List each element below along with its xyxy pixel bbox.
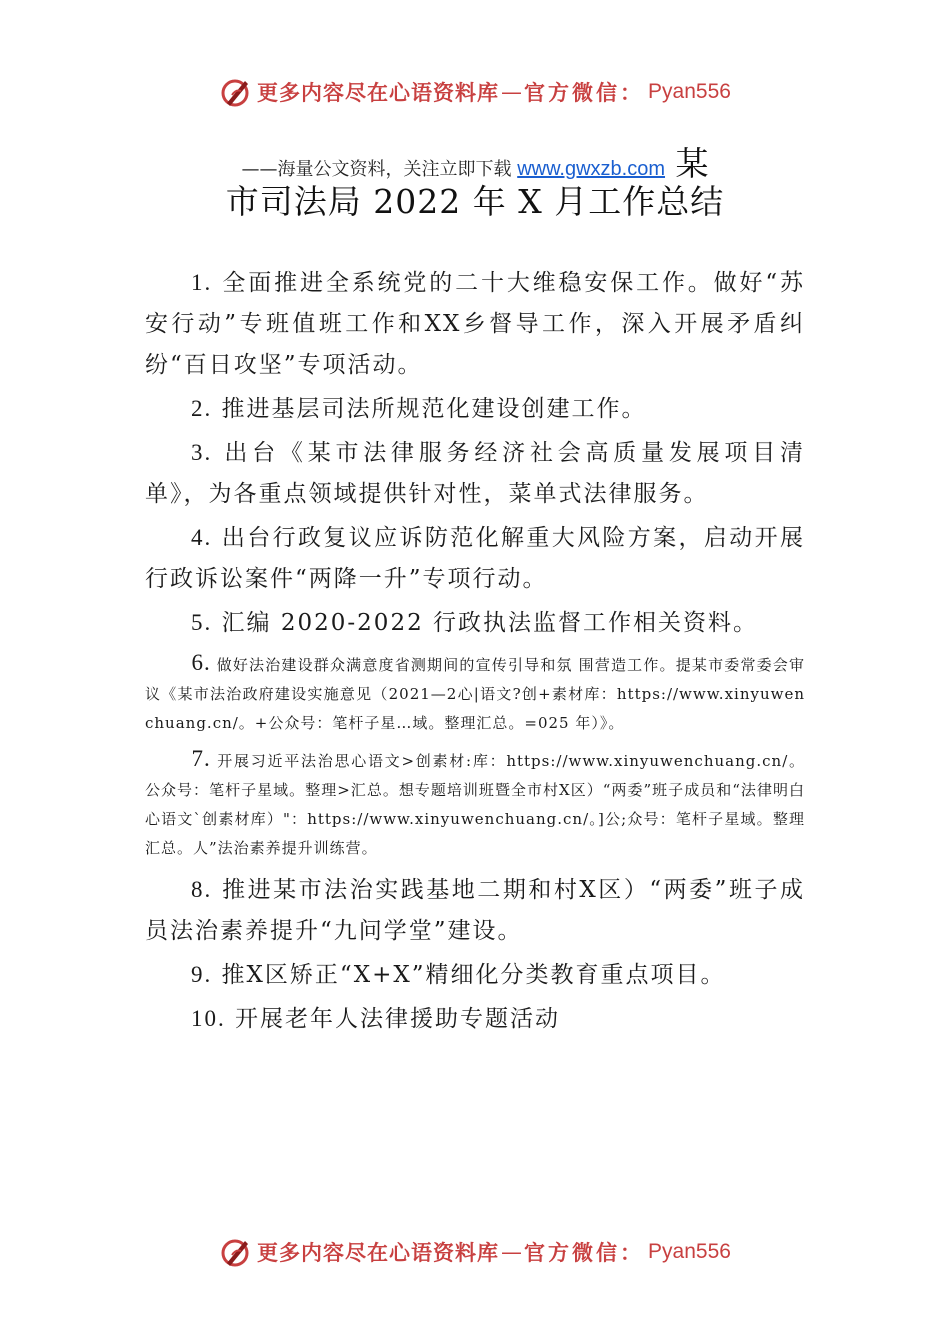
- item-number: 1.: [191, 270, 213, 295]
- item-text: 开展习近平法治思心语文>创素材:库：https://www.xinyuwenchuang.cn/。公众号：笔杆子星域。整理>汇总。想专题培训班暨全市村X区）“两委”班子成员和“法律明白心语文`创素材库）"：https://www.xinyuwenchuang.cn/。]公;众号：笔杆子星域。整理汇总。人”法治素养提升训练营。: [145, 752, 805, 857]
- item-number: 3.: [191, 440, 213, 465]
- list-item: [145, 954, 805, 996]
- banner-dash: —: [501, 1240, 523, 1264]
- banner-brand: 更多内容尽在心语资料库: [257, 1240, 500, 1265]
- pen-logo-icon: [219, 75, 253, 109]
- item-number: 4.: [191, 525, 213, 550]
- list-item: [145, 744, 805, 863]
- item-text: 出台行政复议应诉防范化解重大风险方案，启动开展行政诉讼案件“两降一升”专项行动。: [145, 525, 805, 592]
- banner-dash: —: [501, 80, 523, 104]
- document-body: [145, 262, 805, 1042]
- bottom-banner: [0, 1232, 950, 1272]
- banner-wechat-label: 官方微信：: [524, 80, 645, 105]
- item-text: 推X区矫正“X+X”精细化分类教育重点项目。: [212, 962, 726, 988]
- item-text: 做好法治建设群众满意度省测期间的宣传引导和氛 围营造工作。提某市委常委会审议《某市法治政府建设实施意见（2021—2心|语文?创+素材库：https://www.xinyuwenchuang.cn/。+公众号：笔杆子星…域。整理汇总。=025 年）》。: [145, 656, 805, 732]
- item-number: 7.: [191, 746, 211, 771]
- banner-brand: 更多内容尽在心语资料库: [257, 80, 500, 105]
- list-item: [145, 262, 805, 386]
- promo-text: ——海量公文资料，关注立即下载: [241, 159, 518, 180]
- top-banner: [0, 72, 950, 112]
- item-text: 推进基层司法所规范化建设创建工作。: [212, 396, 647, 422]
- item-text: 开展老年人法律援助专题活动: [225, 1006, 561, 1032]
- banner-wechat-label: 官方微信：: [524, 1240, 645, 1265]
- pen-logo-icon: [219, 1235, 253, 1269]
- item-number: 10.: [191, 1006, 226, 1031]
- site-link[interactable]: www.gwxzb.com: [517, 158, 666, 180]
- item-text: 推进某市法治实践基地二期和村X区）“两委”班子成员法治素养提升“九问学堂”建设。: [145, 877, 805, 944]
- item-text: 汇编 2020-2022 行政执法监督工作相关资料。: [212, 610, 759, 636]
- item-number: 8.: [191, 877, 213, 902]
- item-number: 5.: [191, 610, 213, 635]
- banner-wechat-id: Pyan556: [648, 80, 731, 103]
- list-item: [145, 517, 805, 600]
- banner-wechat-id: Pyan556: [648, 1240, 731, 1263]
- page-title: 市司法局 2022 年 X 月工作总结: [225, 182, 725, 221]
- item-number: 6.: [191, 650, 211, 675]
- list-item: [145, 602, 805, 644]
- list-item: [145, 648, 805, 738]
- list-item: [145, 869, 805, 952]
- item-number: 9.: [191, 962, 213, 987]
- item-text: 全面推进全系统党的二十大维稳安保工作。做好“苏安行动”专班值班工作和XX乡督导工作，深入开展矛盾纠纷“百日攻坚”专项活动。: [145, 270, 805, 378]
- list-item: [145, 998, 805, 1040]
- item-text: 出台《某市法律服务经济社会高质量发展项目清单》，为各重点领域提供针对性，菜单式法律服务。: [145, 440, 805, 507]
- item-number: 2.: [191, 396, 213, 421]
- list-item: [145, 388, 805, 430]
- list-item: [145, 432, 805, 515]
- title-head: 某: [665, 144, 709, 183]
